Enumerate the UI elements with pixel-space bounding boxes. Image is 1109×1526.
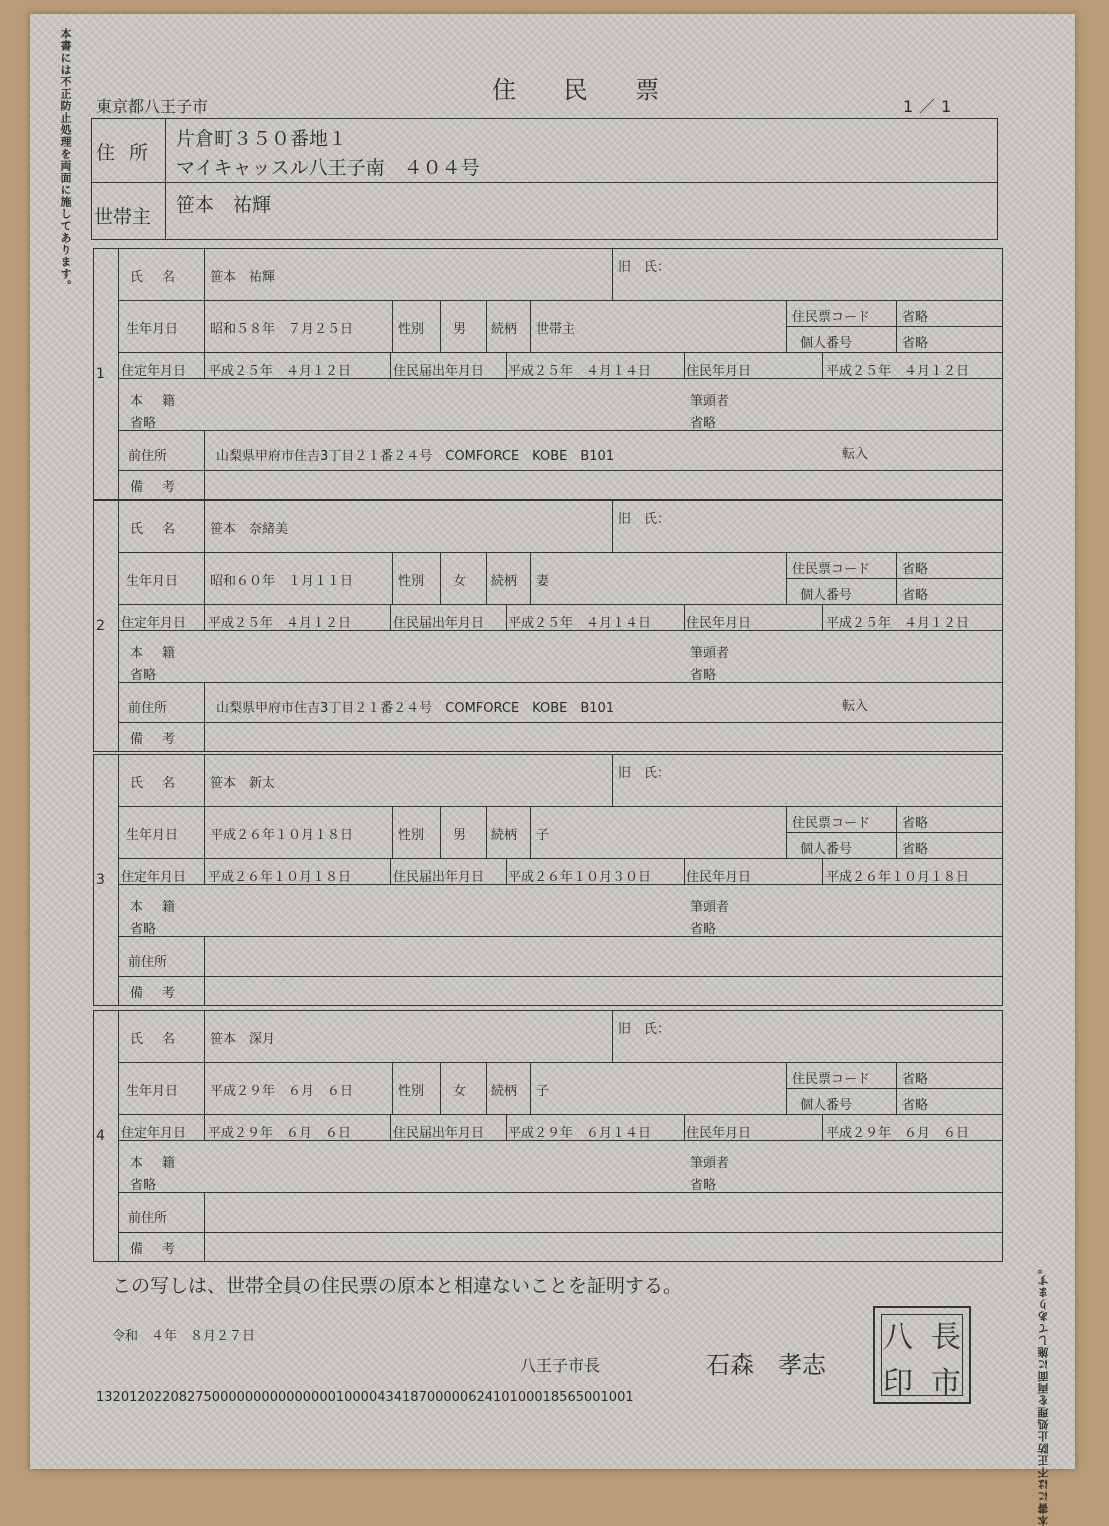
relation-value: 子 xyxy=(536,828,550,843)
address-line1: 片倉町３５０番地１ xyxy=(176,128,348,150)
hitto-value: 省略 xyxy=(690,416,717,431)
table-rule xyxy=(506,604,507,630)
table-rule xyxy=(118,976,1003,977)
table-rule xyxy=(506,858,507,884)
table-rule xyxy=(486,806,487,858)
table-rule xyxy=(118,1114,1003,1115)
seal-char: 長 xyxy=(931,1320,961,1355)
table-rule xyxy=(118,682,1003,683)
table-rule xyxy=(204,1114,205,1140)
issue-date: 令和 ４年 ８月２７日 xyxy=(112,1329,256,1344)
table-rule xyxy=(440,806,441,858)
mayor-name: 石森 孝志 xyxy=(706,1351,826,1379)
table-rule xyxy=(118,248,119,500)
relation-label: 続柄 xyxy=(491,574,518,589)
resident-date: 平成２９年 ６月 ６日 xyxy=(826,1126,970,1141)
notified-date: 平成２６年１０月３０日 xyxy=(508,870,652,885)
prev-address-note: 転入 xyxy=(842,699,869,714)
relation-value: 世帯主 xyxy=(536,322,576,337)
table-rule xyxy=(506,1114,507,1140)
anti-fraud-note-right: 本書には不正防止処理を両面に施してあります。 xyxy=(1037,1262,1050,1526)
table-rule xyxy=(118,858,1003,859)
remarks-label: 備 考 xyxy=(130,986,179,1001)
table-rule xyxy=(440,300,441,352)
notified-label: 住民届出年月日 xyxy=(393,870,485,885)
table-rule xyxy=(506,352,507,378)
serial-number: 13201202208275000000000000000100004341870000062410100018565001001 xyxy=(96,1390,634,1405)
table-rule xyxy=(392,300,393,352)
notified-label: 住民届出年月日 xyxy=(393,1126,485,1141)
former-name-label: 旧 氏： xyxy=(618,512,671,527)
birth-date: 昭和６０年 １月１１日 xyxy=(210,574,354,589)
table-rule xyxy=(204,1010,205,1062)
resident-label: 住民年月日 xyxy=(686,616,752,631)
address-line2: マイキャッスル八王子南 ４０４号 xyxy=(176,157,480,179)
table-rule xyxy=(204,1192,205,1262)
table-rule xyxy=(530,806,531,858)
table-rule xyxy=(612,1010,613,1062)
table-rule xyxy=(390,604,391,630)
table-rule xyxy=(118,470,1003,471)
former-name-label: 旧 氏： xyxy=(618,766,671,781)
relation-label: 続柄 xyxy=(491,828,518,843)
person-name: 笹本 祐輝 xyxy=(210,270,276,285)
juminhyo-code-label: 住民票コード xyxy=(792,310,871,325)
table-rule xyxy=(486,300,487,352)
table-rule xyxy=(118,936,1003,937)
notified-date: 平成２５年 ４月１４日 xyxy=(508,616,652,631)
juminhyo-code-label: 住民票コード xyxy=(792,562,871,577)
table-rule xyxy=(392,1062,393,1114)
juminhyo-code-label: 住民票コード xyxy=(792,816,871,831)
table-rule xyxy=(118,552,1003,553)
hitto-value: 省略 xyxy=(690,668,717,683)
resident-date: 平成２５年 ４月１２日 xyxy=(826,616,970,631)
table-rule xyxy=(786,832,1003,833)
sex-label: 性別 xyxy=(398,574,425,589)
mayor-title: 八王子市長 xyxy=(520,1356,601,1375)
table-rule xyxy=(530,300,531,352)
table-rule xyxy=(486,1062,487,1114)
table-rule xyxy=(118,806,1003,807)
prev-address-label: 前住所 xyxy=(128,449,168,464)
hitto-value: 省略 xyxy=(690,1178,717,1193)
settled-date: 平成２５年 ４月１２日 xyxy=(208,364,352,379)
sex-value: 女 xyxy=(453,1084,467,1099)
notified-label: 住民届出年月日 xyxy=(393,364,485,379)
prev-address-label: 前住所 xyxy=(128,1211,168,1226)
my-number-value: 省略 xyxy=(902,842,929,857)
remarks-label: 備 考 xyxy=(130,480,179,495)
table-rule xyxy=(118,1010,119,1262)
city-name: 東京都八王子市 xyxy=(96,97,209,116)
table-rule xyxy=(390,352,391,378)
table-rule xyxy=(204,604,205,630)
settled-date: 平成２６年１０月１８日 xyxy=(208,870,352,885)
householder-label: 世帯主 xyxy=(94,206,152,228)
table-rule xyxy=(204,1062,205,1114)
name-label: 氏 名 xyxy=(130,776,179,791)
person-number: 3 xyxy=(96,872,105,888)
birth-label: 生年月日 xyxy=(126,828,179,843)
relation-value: 子 xyxy=(536,1084,550,1099)
notified-date: 平成２５年 ４月１４日 xyxy=(508,364,652,379)
person-name: 笹本 新太 xyxy=(210,776,276,791)
address-label: 住 所 xyxy=(96,142,153,164)
my-number-value: 省略 xyxy=(902,588,929,603)
honseki-label: 本 籍 xyxy=(130,394,179,409)
my-number-label: 個人番号 xyxy=(800,588,853,603)
juminhyo-code-value: 省略 xyxy=(902,1072,929,1087)
name-label: 氏 名 xyxy=(130,1032,179,1047)
prev-address: 山梨県甲府市住吉3丁目２１番２４号 COMFORCE KOBE B101 xyxy=(216,449,615,464)
juminhyo-code-value: 省略 xyxy=(902,816,929,831)
settled-label: 住定年月日 xyxy=(121,870,187,885)
table-rule xyxy=(204,858,205,884)
table-rule xyxy=(684,604,685,630)
anti-fraud-note-top: 本書には不正防止処理を両面に施してあります。 xyxy=(59,28,72,292)
table-rule xyxy=(684,858,685,884)
table-rule xyxy=(204,500,205,552)
birth-date: 平成２９年 ６月 ６日 xyxy=(210,1084,354,1099)
table-rule xyxy=(392,552,393,604)
table-rule xyxy=(612,248,613,300)
table-rule xyxy=(204,300,205,352)
hitto-label: 筆頭者 xyxy=(690,394,730,409)
seal-char: 印 xyxy=(883,1366,913,1401)
page-number: 1／1 xyxy=(903,97,958,116)
settled-label: 住定年月日 xyxy=(121,1126,187,1141)
person-name: 笹本 深月 xyxy=(210,1032,276,1047)
householder-name: 笹本 祐輝 xyxy=(176,194,272,216)
sex-value: 男 xyxy=(453,828,467,843)
table-rule xyxy=(822,604,823,630)
table-rule xyxy=(118,754,119,1006)
sex-label: 性別 xyxy=(398,1084,425,1099)
certification-text: この写しは、世帯全員の住民票の原本と相違ないことを証明する。 xyxy=(112,1275,683,1297)
table-rule xyxy=(530,552,531,604)
table-rule xyxy=(118,352,1003,353)
my-number-value: 省略 xyxy=(902,336,929,351)
table-rule xyxy=(390,1114,391,1140)
table-rule xyxy=(118,604,1003,605)
seal-char: 市 xyxy=(931,1366,961,1401)
remarks-label: 備 考 xyxy=(130,1242,179,1257)
document-title: 住 民 票 xyxy=(492,76,680,104)
table-rule xyxy=(684,352,685,378)
hitto-value: 省略 xyxy=(690,922,717,937)
hitto-label: 筆頭者 xyxy=(690,646,730,661)
table-rule xyxy=(440,1062,441,1114)
juminhyo-code-label: 住民票コード xyxy=(792,1072,871,1087)
table-rule xyxy=(440,552,441,604)
honseki-label: 本 籍 xyxy=(130,900,179,915)
table-rule xyxy=(204,754,205,806)
table-rule xyxy=(204,430,205,500)
settled-label: 住定年月日 xyxy=(121,616,187,631)
name-label: 氏 名 xyxy=(130,270,179,285)
table-rule xyxy=(118,1232,1003,1233)
honseki-label: 本 籍 xyxy=(130,1156,179,1171)
person-name: 笹本 奈緒美 xyxy=(210,522,289,537)
table-rule xyxy=(204,806,205,858)
honseki-value: 省略 xyxy=(130,416,157,431)
honseki-value: 省略 xyxy=(130,668,157,683)
table-rule xyxy=(118,300,1003,301)
prev-address-label: 前住所 xyxy=(128,701,168,716)
settled-date: 平成２９年 ６月 ６日 xyxy=(208,1126,352,1141)
relation-label: 続柄 xyxy=(491,322,518,337)
table-rule xyxy=(204,936,205,1006)
name-label: 氏 名 xyxy=(130,522,179,537)
table-rule xyxy=(390,858,391,884)
my-number-value: 省略 xyxy=(902,1098,929,1113)
sex-value: 女 xyxy=(453,574,467,589)
prev-address: 山梨県甲府市住吉3丁目２１番２４号 COMFORCE KOBE B101 xyxy=(216,701,615,716)
sex-label: 性別 xyxy=(398,322,425,337)
table-rule xyxy=(486,552,487,604)
honseki-label: 本 籍 xyxy=(130,646,179,661)
birth-date: 昭和５８年 ７月２５日 xyxy=(210,322,354,337)
sex-label: 性別 xyxy=(398,828,425,843)
hitto-label: 筆頭者 xyxy=(690,1156,730,1171)
table-rule xyxy=(786,326,1003,327)
table-rule xyxy=(786,1088,1003,1089)
birth-label: 生年月日 xyxy=(126,1084,179,1099)
prev-address-note: 転入 xyxy=(842,447,869,462)
table-rule xyxy=(822,1114,823,1140)
table-rule xyxy=(118,500,119,752)
prev-address-label: 前住所 xyxy=(128,955,168,970)
table-rule xyxy=(822,352,823,378)
table-rule xyxy=(204,682,205,752)
official-seal-stamp xyxy=(873,1306,971,1404)
table-rule xyxy=(684,1114,685,1140)
relation-label: 続柄 xyxy=(491,1084,518,1099)
table-rule xyxy=(204,552,205,604)
former-name-label: 旧 氏： xyxy=(618,260,671,275)
sex-value: 男 xyxy=(453,322,467,337)
table-rule xyxy=(118,722,1003,723)
table-rule xyxy=(118,1192,1003,1193)
table-rule xyxy=(118,430,1003,431)
juminhyo-code-value: 省略 xyxy=(902,310,929,325)
my-number-label: 個人番号 xyxy=(800,842,853,857)
honseki-value: 省略 xyxy=(130,1178,157,1193)
birth-label: 生年月日 xyxy=(126,322,179,337)
juminhyo-code-value: 省略 xyxy=(902,562,929,577)
my-number-label: 個人番号 xyxy=(800,1098,853,1113)
table-rule xyxy=(786,578,1003,579)
table-rule xyxy=(118,1062,1003,1063)
table-rule xyxy=(612,500,613,552)
seal-char: 八 xyxy=(883,1320,913,1355)
table-rule xyxy=(530,1062,531,1114)
notified-date: 平成２９年 ６月１４日 xyxy=(508,1126,652,1141)
resident-date: 平成２５年 ４月１２日 xyxy=(826,364,970,379)
table-rule xyxy=(204,352,205,378)
birth-date: 平成２６年１０月１８日 xyxy=(210,828,354,843)
table-rule xyxy=(612,754,613,806)
resident-label: 住民年月日 xyxy=(686,1126,752,1141)
person-number: 4 xyxy=(96,1128,105,1144)
hitto-label: 筆頭者 xyxy=(690,900,730,915)
notified-label: 住民届出年月日 xyxy=(393,616,485,631)
table-rule xyxy=(204,248,205,300)
resident-date: 平成２６年１０月１８日 xyxy=(826,870,970,885)
birth-label: 生年月日 xyxy=(126,574,179,589)
settled-label: 住定年月日 xyxy=(121,364,187,379)
remarks-label: 備 考 xyxy=(130,732,179,747)
person-number: 1 xyxy=(96,366,105,382)
my-number-label: 個人番号 xyxy=(800,336,853,351)
honseki-value: 省略 xyxy=(130,922,157,937)
table-rule xyxy=(392,806,393,858)
resident-label: 住民年月日 xyxy=(686,870,752,885)
person-number: 2 xyxy=(96,618,105,634)
former-name-label: 旧 氏： xyxy=(618,1022,671,1037)
resident-label: 住民年月日 xyxy=(686,364,752,379)
settled-date: 平成２５年 ４月１２日 xyxy=(208,616,352,631)
table-rule xyxy=(822,858,823,884)
relation-value: 妻 xyxy=(536,574,550,589)
